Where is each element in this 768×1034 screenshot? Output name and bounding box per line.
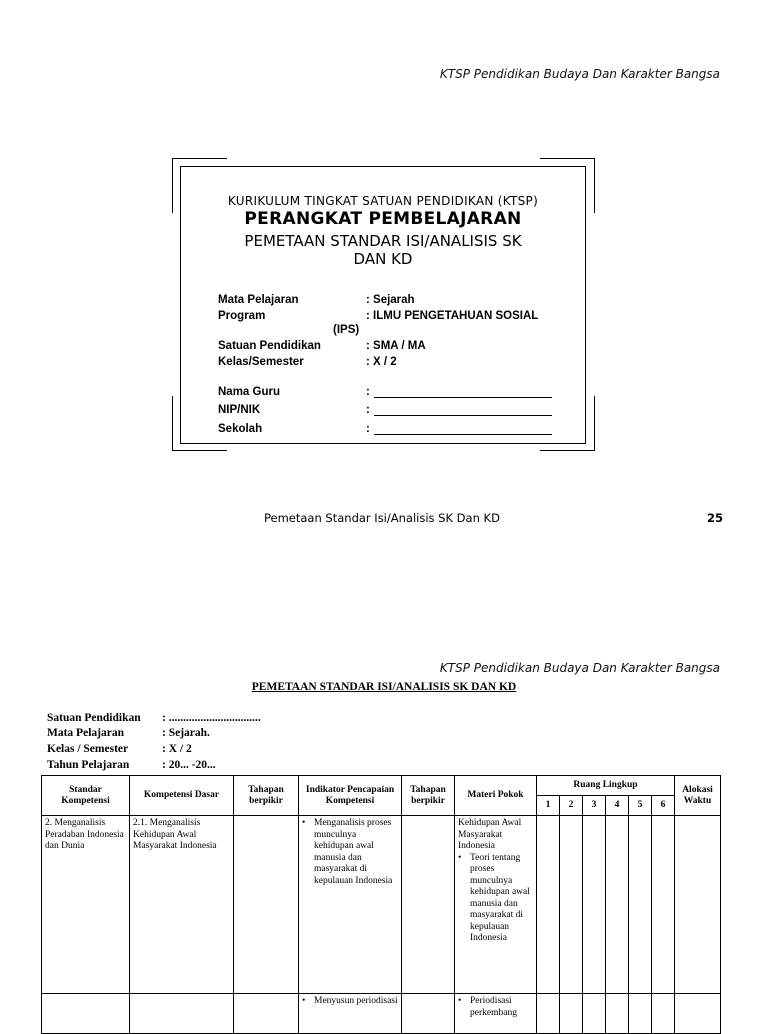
field-label-mata-pelajaran: Mata Pelajaran [218, 294, 299, 306]
col-header-ruang-2: 2 [560, 796, 583, 816]
col-header-ruang-5: 5 [629, 796, 652, 816]
field-label-nama-guru: Nama Guru [218, 386, 280, 398]
col-header-kd: Kompetensi Dasar [130, 776, 234, 816]
bullet-icon: • [458, 996, 462, 1006]
cell-ruang-6 [652, 816, 675, 994]
cell-ruang-3 [583, 816, 606, 994]
cover-title-perangkat: PERANGKAT PEMBELAJARAN [244, 209, 522, 229]
col-header-sk: Standar Kompetensi [42, 776, 130, 816]
cell-sk [42, 994, 130, 1034]
col-header-ruang-6: 6 [652, 796, 675, 816]
cell-kd: 2.1. Menganalisis Kehidupan Awal Masyarakat Indonesia [130, 816, 234, 994]
meta-label-kelas-semester: Kelas / Semester [47, 743, 129, 755]
cell-materi: • Periodisasi perkembang [455, 994, 537, 1034]
field-value-sekolah: : [366, 423, 552, 435]
bullet-icon: • [458, 852, 462, 863]
col-header-ruang-4: 4 [606, 796, 629, 816]
cell-ruang-4 [606, 816, 629, 994]
cell-materi: Kehidupan Awal Masyarakat Indonesia • Teori tentang proses munculnya kehidupan awal manusia dan masyarakat di kepulauan Indonesia [455, 816, 537, 994]
bullet-icon: • [302, 996, 306, 1006]
cell-indikator: • Menganalisis proses munculnya kehidupan awal manusia dan masyarakat di kepulauan Indonesia [299, 816, 402, 994]
cell-ruang-5 [629, 994, 652, 1034]
cell-ruang-1 [537, 816, 560, 994]
cover-title-pemetaan: PEMETAAN STANDAR ISI/ANALISIS SK DAN KD [244, 232, 522, 268]
cell-alokasi [675, 994, 721, 1034]
col-header-indikator: Indikator Pencapaian Kompetensi [299, 776, 402, 816]
field-value-nip-nik: : [366, 404, 552, 416]
col-header-tahapan-2: Tahapan berpikir [402, 776, 455, 816]
meta-label-mata-pelajaran: Mata Pelajaran [47, 727, 124, 739]
field-label-kelas-semester: Kelas/Semester [218, 356, 304, 368]
cover-title-ktsp: KURIKULUM TINGKAT SATUAN PENDIDIKAN (KTSP) [227, 194, 539, 208]
cell-sk: 2. Menganalisis Peradaban Indonesia dan Dunia [42, 816, 130, 994]
meta-value-tahun-pelajaran: : 20... -20... [162, 759, 216, 771]
table-row [42, 816, 721, 994]
cell-tahapan-1 [234, 994, 299, 1034]
cell-ruang-4 [606, 994, 629, 1034]
field-value-satuan-pendidikan: : SMA / MA [366, 340, 426, 352]
cell-alokasi [675, 816, 721, 994]
col-header-ruang-lingkup: Ruang Lingkup [537, 776, 675, 796]
field-value-mata-pelajaran: : Sejarah [366, 294, 415, 306]
cell-kd [130, 994, 234, 1034]
cell-ruang-3 [583, 994, 606, 1034]
col-header-materi: Materi Pokok [455, 776, 537, 816]
meta-value-kelas-semester: : X / 2 [162, 743, 192, 755]
cell-tahapan-2 [402, 994, 455, 1034]
col-header-tahapan-1: Tahapan berpikir [234, 776, 299, 816]
cell-ruang-5 [629, 816, 652, 994]
page-footer-text: Pemetaan Standar Isi/Analisis SK Dan KD [264, 511, 500, 525]
meta-label-satuan-pendidikan: Satuan Pendidikan [47, 712, 141, 724]
meta-label-tahun-pelajaran: Tahun Pelajaran [47, 759, 130, 771]
cell-ruang-1 [537, 994, 560, 1034]
meta-value-mata-pelajaran: : Sejarah. [162, 727, 210, 739]
field-value-nama-guru: : [366, 386, 552, 398]
field-label-nip-nik: NIP/NIK [218, 404, 261, 416]
cell-tahapan-2 [402, 816, 455, 994]
cell-ruang-2 [560, 994, 583, 1034]
cell-ruang-6 [652, 994, 675, 1034]
col-header-ruang-3: 3 [583, 796, 606, 816]
field-value-program-abbr: (IPS) [333, 324, 360, 336]
mapping-table [41, 775, 721, 1034]
field-value-program: : ILMU PENGETAHUAN SOSIAL [366, 310, 539, 322]
page-header: KTSP Pendidikan Budaya Dan Karakter Bangsa [439, 661, 720, 675]
field-label-sekolah: Sekolah [218, 423, 263, 435]
cell-ruang-2 [560, 816, 583, 994]
document-title: PEMETAAN STANDAR ISI/ANALISIS SK DAN KD [251, 681, 517, 693]
table-row [42, 994, 721, 1034]
cell-tahapan-1 [234, 816, 299, 994]
page-number: 25 [707, 511, 724, 525]
meta-value-satuan-pendidikan: : ................................ [162, 712, 261, 724]
page-header: KTSP Pendidikan Budaya Dan Karakter Bangsa [439, 67, 720, 81]
cell-indikator: • Menyusun periodisasi [299, 994, 402, 1034]
col-header-ruang-1: 1 [537, 796, 560, 816]
field-value-kelas-semester: : X / 2 [366, 356, 397, 368]
bullet-icon: • [302, 818, 306, 828]
field-label-program: Program [218, 310, 266, 322]
field-label-satuan-pendidikan: Satuan Pendidikan [218, 340, 321, 352]
col-header-alokasi: Alokasi Waktu [675, 776, 721, 816]
